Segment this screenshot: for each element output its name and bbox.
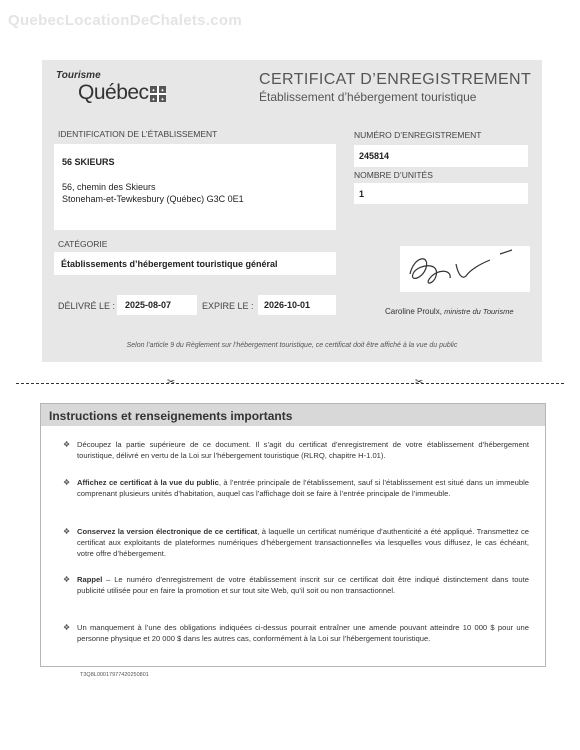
instructions-title: Instructions et renseignements importants bbox=[49, 409, 293, 423]
scissors-icon: ✂ bbox=[415, 377, 424, 388]
svg-text:✦: ✦ bbox=[151, 88, 156, 94]
watermark-text: QuebecLocationDeChalets.com bbox=[8, 12, 242, 29]
instruction-item-2 bbox=[63, 477, 529, 499]
issued-label: DÉLIVRÉ LE : bbox=[58, 301, 116, 311]
logo-line1: Tourisme bbox=[56, 70, 101, 81]
category-value: Établissements d’hébergement touristique général bbox=[61, 259, 278, 269]
bullet-icon: ❖ bbox=[63, 575, 71, 584]
instruction-item-1 bbox=[63, 439, 529, 461]
expiry-date-box bbox=[258, 295, 336, 315]
instructions-header bbox=[41, 404, 545, 426]
display-notice: Selon l’article 9 du Règlement sur l’hébergement touristique, ce certificat doit être affiché à la vue du public bbox=[126, 342, 458, 349]
certificate-title: CERTIFICAT D’ENREGISTREMENT bbox=[259, 71, 532, 88]
minister-caption bbox=[385, 307, 514, 316]
instruction-bold: Conservez la version électronique de ce certificat bbox=[77, 527, 258, 536]
registration-number-box bbox=[354, 145, 528, 167]
address-line1: 56, chemin des Skieurs bbox=[62, 182, 156, 192]
cut-line bbox=[16, 383, 564, 384]
bullet-icon: ❖ bbox=[63, 527, 71, 536]
minister-signature bbox=[400, 246, 530, 292]
instruction-item-5 bbox=[63, 622, 529, 644]
document-code: T3Q8L00017977420250801 bbox=[80, 672, 149, 678]
instruction-bold: Affichez ce certificat à la vue du public bbox=[77, 478, 219, 487]
minister-title: ministre du Tourisme bbox=[444, 307, 514, 316]
bullet-icon: ❖ bbox=[63, 478, 71, 487]
identification-box bbox=[54, 144, 336, 230]
instruction-text: , à l’entrée principale de l’établissement, sauf si l’établissement est situé dans un immeuble comprenant plusieurs unités d’habitation, auquel cas l’affichage doit se faire à l’entrée principale de l’immeuble. bbox=[77, 478, 529, 499]
address-line2: Stoneham-et-Tewkesbury (Québec) G3C 0E1 bbox=[62, 194, 244, 204]
issued-date: 2025-08-07 bbox=[125, 300, 172, 310]
tourisme-quebec-logo bbox=[56, 70, 176, 106]
certificate-subtitle: Établissement d’hébergement touristique bbox=[259, 90, 477, 104]
issued-date-box bbox=[117, 295, 197, 315]
instructions-panel bbox=[40, 403, 546, 667]
bullet-icon: ❖ bbox=[63, 623, 71, 632]
units-box bbox=[354, 183, 528, 204]
bullet-icon: ❖ bbox=[63, 440, 71, 449]
scissors-icon: ✂ bbox=[167, 377, 176, 388]
instruction-text: , à laquelle un certificat numérique d’authenticité a été appliqué. Transmettez ce certificat aux exploitants de plateformes numériques d’hébergement transactionnelles via lesquelles vous diffusez, le cas échéant, votre offre d’hébergement. bbox=[77, 527, 529, 559]
registration-certificate bbox=[42, 60, 542, 362]
registration-number: 245814 bbox=[359, 151, 390, 161]
category-box bbox=[54, 252, 336, 275]
svg-text:✦: ✦ bbox=[151, 97, 156, 102]
units-label: NOMBRE D’UNITÉS bbox=[354, 170, 433, 180]
logo-line2: Québec bbox=[78, 81, 149, 104]
svg-text:✦: ✦ bbox=[160, 88, 165, 94]
svg-text:✦: ✦ bbox=[160, 97, 165, 102]
registration-number-label: NUMÉRO D’ENREGISTREMENT bbox=[354, 130, 482, 140]
establishment-name: 56 SKIEURS bbox=[62, 157, 115, 167]
units-value: 1 bbox=[359, 189, 365, 199]
instruction-text: Un manquement à l’une des obligations indiquées ci-dessus pourrait entraîner une amende pouvant atteindre 10 000 $ pour une personne physique et 20 000 $ dans les autres cas, conformément à la Loi sur l’hébergement touristique. bbox=[77, 623, 529, 644]
expiry-date: 2026-10-01 bbox=[264, 300, 311, 310]
expiry-label: EXPIRE LE : bbox=[202, 301, 254, 311]
instruction-item-4 bbox=[63, 574, 529, 596]
instruction-item-3 bbox=[63, 526, 529, 560]
category-label: CATÉGORIE bbox=[58, 239, 108, 249]
signature-graphic bbox=[400, 246, 530, 292]
instruction-text: – Le numéro d’enregistrement de votre établissement inscrit sur ce certificat doit être indiqué distinctement dans toute publicité utilisée pour en faire la promotion et sur tout site Web, qu’il soit ou non transactionnel. bbox=[77, 575, 529, 596]
instruction-text: Découpez la partie supérieure de ce document. Il s’agit du certificat d’enregistrement de votre établissement d’hébergement touristique, délivré en vertu de la Loi sur l’hébergement touristique (RLRQ, chapitre H-1.01). bbox=[77, 440, 529, 461]
instruction-bold: Rappel bbox=[77, 575, 103, 584]
quebec-flag-icon bbox=[150, 86, 166, 102]
identification-label: IDENTIFICATION DE L’ÉTABLISSEMENT bbox=[58, 129, 218, 139]
minister-name: Caroline Proulx, bbox=[385, 307, 442, 316]
